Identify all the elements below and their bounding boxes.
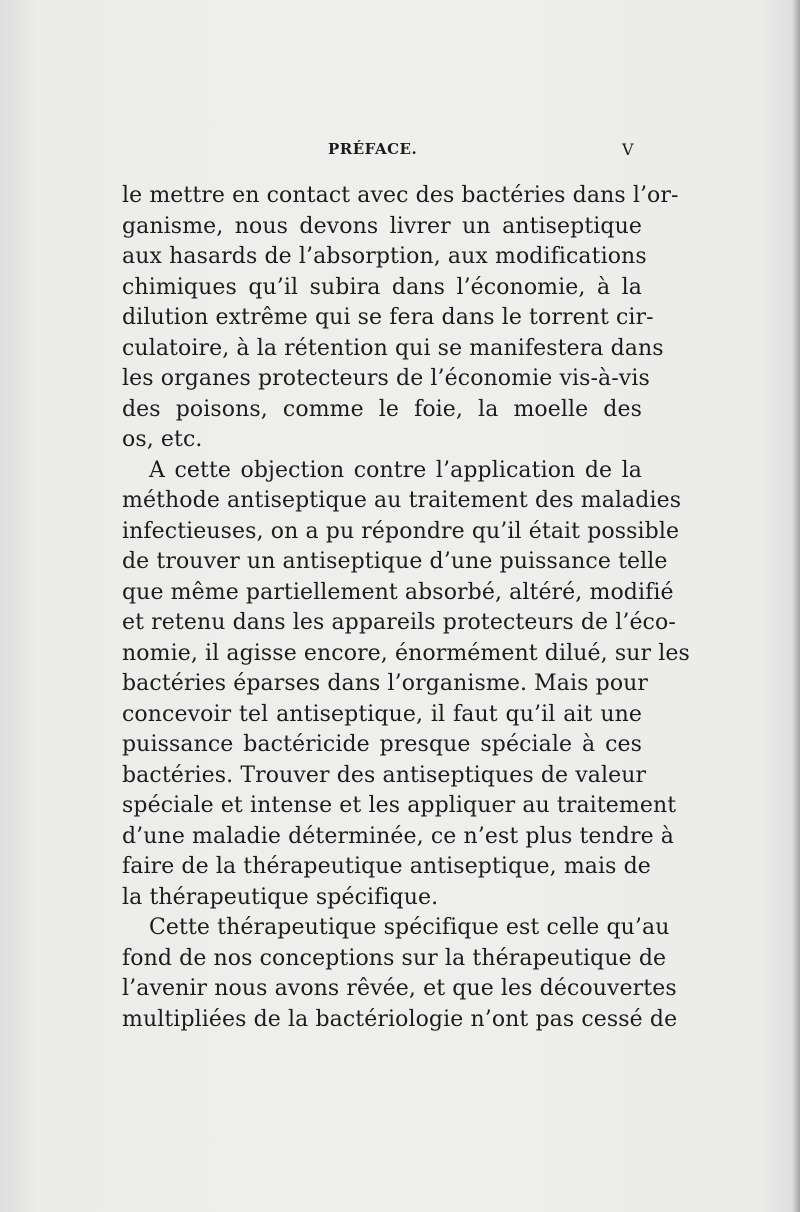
text-line: méthode antiseptique au traitement des maladies: [122, 488, 682, 513]
text-line: puissance bactéricide presque spéciale à ces: [122, 732, 642, 757]
text-line: et retenu dans les appareils protecteurs de l’éco-: [122, 610, 676, 635]
text-line: aux hasards de l’absorption, aux modifications: [122, 244, 647, 269]
text-line: spéciale et intense et les appliquer au traitement: [122, 793, 677, 818]
page-edge-shadow: [792, 0, 800, 1212]
text-line: dilution extrême qui se fera dans le torrent cir-: [122, 305, 654, 330]
text-line: multipliées de la bactériologie n’ont pas cessé de: [122, 1006, 678, 1032]
text-line: bactéries éparses dans l’organisme. Mais pour: [122, 671, 649, 696]
text-line: fond de nos conceptions sur la thérapeutique de: [122, 945, 667, 971]
text-line: l’avenir nous avons rêvée, et que les découvertes: [122, 976, 677, 1001]
paragraph-start-line: Cette thérapeutique spécifique est celle qu’au: [149, 915, 670, 940]
paragraph-start-line: A cette objection contre l’application de la: [149, 457, 642, 483]
text-line: d’une maladie déterminée, ce n’est plus tendre à: [122, 823, 675, 849]
running-title: PRÉFACE.: [328, 140, 418, 158]
text-line: os, etc.: [122, 427, 203, 452]
text-line: la thérapeutique spécifique.: [122, 884, 439, 910]
text-line: concevoir tel antiseptique, il faut qu’il ait une: [122, 701, 642, 727]
text-line: culatoire, à la rétention qui se manifestera dans: [122, 335, 664, 361]
text-line: des poisons, comme le foie, la moelle des: [122, 396, 642, 422]
body-text: [122, 181, 690, 1035]
text-line: bactéries. Trouver des antiseptiques de valeur: [122, 762, 647, 788]
text-line: infectieuses, on a pu répondre qu’il était possible: [122, 518, 680, 544]
text-line: faire de la thérapeutique antiseptique, mais de: [122, 854, 651, 879]
text-line: chimiques qu’il subira dans l’économie, à la: [122, 274, 642, 300]
text-line: de trouver un antiseptique d’une puissance telle: [122, 549, 668, 574]
page-header: [0, 140, 800, 164]
text-line: ganisme, nous devons livrer un antiseptique: [122, 213, 642, 239]
text-line: nomie, il agisse encore, énormément dilué, sur les: [122, 640, 690, 666]
text-line: que même partiellement absorbé, altéré, modifié: [122, 579, 674, 605]
page-number: V: [622, 140, 634, 159]
text-line: les organes protecteurs de l’économie vis-à-vis: [122, 366, 650, 391]
text-line: le mettre en contact avec des bactéries dans l’or-: [122, 183, 679, 208]
